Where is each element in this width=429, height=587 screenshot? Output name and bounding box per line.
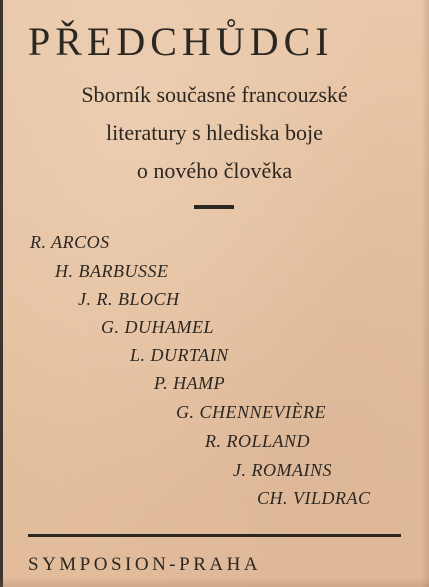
author-name: J. ROMAINS bbox=[233, 460, 332, 480]
author-name: R. ROLLAND bbox=[205, 431, 311, 451]
book-title: PŘEDCHŮDCI bbox=[28, 19, 334, 64]
author-name: H. BARBUSSE bbox=[55, 261, 169, 281]
subtitle-line: Sborník současné francouzské bbox=[81, 82, 348, 107]
bottom-rule bbox=[28, 534, 401, 537]
author-name: J. R. BLOCH bbox=[78, 289, 180, 309]
author-name: P. HAMP bbox=[154, 373, 226, 393]
subtitle-line: literatury s hlediska boje bbox=[106, 120, 323, 145]
author-name: CH. VILDRAC bbox=[257, 488, 371, 508]
author-name: G. DUHAMEL bbox=[101, 317, 214, 337]
author-name: G. CHENNEVIÈRE bbox=[176, 402, 326, 422]
subtitle-line: o nového člověka bbox=[136, 158, 293, 183]
author-name: R. ARCOS bbox=[30, 232, 110, 252]
publisher-imprint: SYMPOSION-PRAHA bbox=[28, 554, 262, 575]
author-name: L. DURTAIN bbox=[130, 345, 229, 365]
